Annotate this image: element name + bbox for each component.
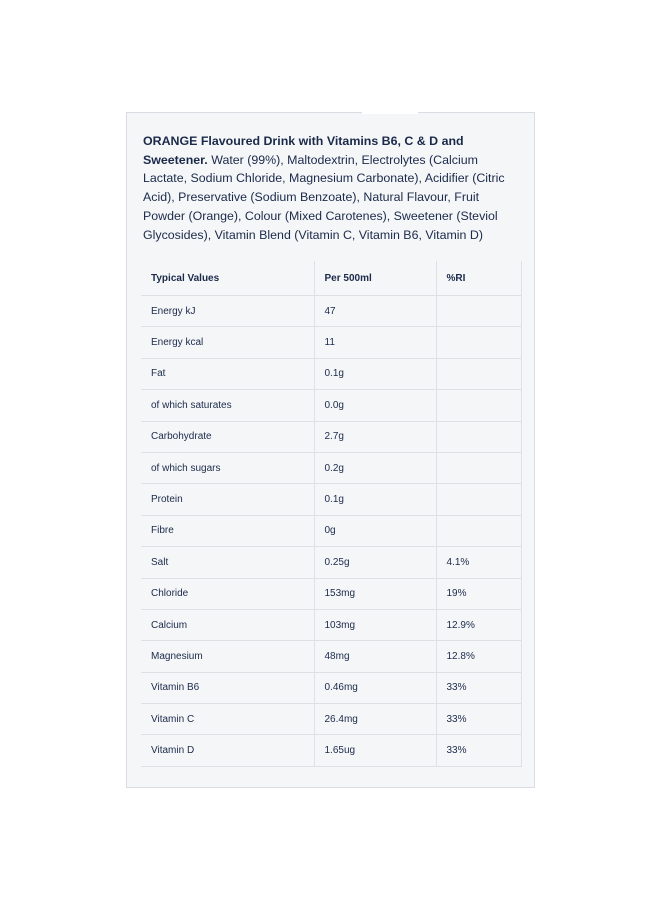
ri-value [436,421,521,452]
ingredients-block [143,132,523,244]
per-500ml-value: 0.1g [314,358,436,389]
per-500ml-value: 2.7g [314,421,436,452]
nutrient-name: Vitamin B6 [141,672,314,703]
nutrition-header-row [141,261,521,296]
per-500ml-value: 0.0g [314,390,436,421]
per-500ml-value: 47 [314,296,436,327]
ri-value: 12.9% [436,609,521,640]
per-500ml-value: 0g [314,515,436,546]
table-row [141,609,521,640]
nutrient-name: Vitamin D [141,735,314,766]
nutrient-name: Carbohydrate [141,421,314,452]
nutrient-name: of which saturates [141,390,314,421]
per-500ml-value: 0.46mg [314,672,436,703]
table-row [141,735,521,766]
nutrient-name: Vitamin C [141,704,314,735]
nutrient-name: Fibre [141,515,314,546]
table-row [141,641,521,672]
table-row [141,296,521,327]
ri-value [436,296,521,327]
nutrient-name: Magnesium [141,641,314,672]
header-per-500ml: Per 500ml [314,261,436,296]
table-row [141,547,521,578]
ri-value: 33% [436,735,521,766]
nutrient-name: Calcium [141,609,314,640]
ri-value [436,327,521,358]
per-500ml-value: 48mg [314,641,436,672]
ri-value: 33% [436,672,521,703]
label-panel [126,112,535,788]
product-headline: ORANGE Flavoured Drink with Vitamins B6, C & D and Sweetener. [143,134,464,167]
nutrient-name: of which sugars [141,452,314,483]
table-row [141,704,521,735]
table-row [141,421,521,452]
ri-value [436,358,521,389]
table-row [141,672,521,703]
nutrition-body [141,296,521,767]
ri-value [436,484,521,515]
table-row [141,452,521,483]
table-row [141,358,521,389]
ri-value: 12.8% [436,641,521,672]
per-500ml-value: 153mg [314,578,436,609]
per-500ml-value: 103mg [314,609,436,640]
nutrient-name: Energy kJ [141,296,314,327]
nutrient-name: Salt [141,547,314,578]
per-500ml-value: 11 [314,327,436,358]
nutrient-name: Energy kcal [141,327,314,358]
nutrient-name: Fat [141,358,314,389]
panel-notch [362,110,418,114]
ri-value: 4.1% [436,547,521,578]
header-typical-values: Typical Values [141,261,314,296]
ri-value [436,452,521,483]
per-500ml-value: 26.4mg [314,704,436,735]
nutrient-name: Protein [141,484,314,515]
header-ri: %RI [436,261,521,296]
ri-value: 33% [436,704,521,735]
table-row [141,390,521,421]
table-row [141,327,521,358]
nutrient-name: Chloride [141,578,314,609]
ingredients-text: Water (99%), Maltodextrin, Electrolytes (Calcium Lactate, Sodium Chloride, Magnesium Carbonate), Acidifier (Citric Acid), Preservative (Sodium Benzoate), Natural Flavour, Fruit Powder (Orange), Colour (Mixed Carotenes), Sweetener (Steviol Glycosides), Vitamin Blend (Vitamin C, Vitamin B6, Vitamin D) [143,152,505,242]
nutrition-table [141,261,522,767]
ri-value [436,390,521,421]
table-row [141,515,521,546]
per-500ml-value: 0.1g [314,484,436,515]
per-500ml-value: 1.65ug [314,735,436,766]
per-500ml-value: 0.25g [314,547,436,578]
ri-value: 19% [436,578,521,609]
table-row [141,578,521,609]
ri-value [436,515,521,546]
per-500ml-value: 0.2g [314,452,436,483]
table-row [141,484,521,515]
